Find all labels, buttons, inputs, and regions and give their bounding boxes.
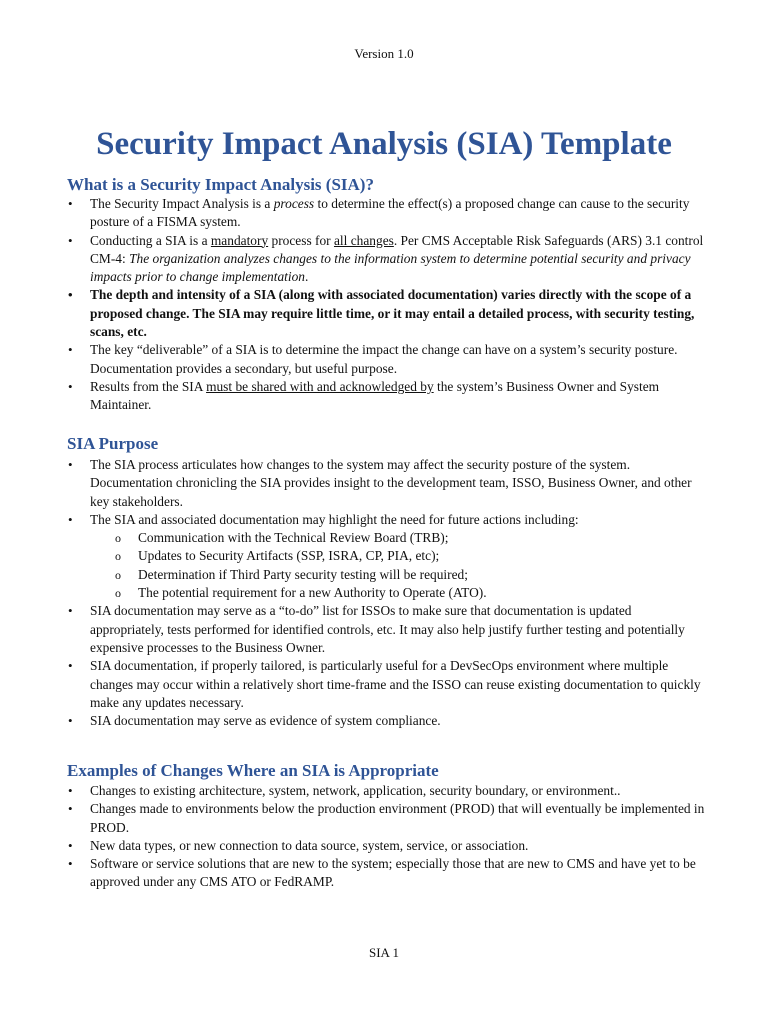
section-heading-what-is-sia: What is a Security Impact Analysis (SIA)? xyxy=(67,175,374,194)
list-item: • New data types, or new connection to data source, system, service, or association. xyxy=(67,837,707,855)
list-item: • Results from the SIA must be shared with and acknowledged by the system’s Business Owner and System Maintainer. xyxy=(67,378,707,415)
list-item: • The key “deliverable” of a SIA is to determine the impact the change can have on a system’s security posture. Documentation provides a secondary, but useful purpose. xyxy=(67,341,707,378)
sia-purpose-list xyxy=(67,456,707,730)
list-item: • Conducting a SIA is a mandatory process for all changes. Per CMS Acceptable Risk Safeguards (ARS) 3.1 control CM-4: The organization analyzes changes to the information system to determine potential security and privacy impacts prior to change implementation. xyxy=(67,232,707,287)
page-number-footer: SIA 1 xyxy=(369,945,399,960)
sublist-item: o Communication with the Technical Review Board (TRB); xyxy=(115,529,707,547)
sublist-item: o Updates to Security Artifacts (SSP, ISRA, CP, PIA, etc); xyxy=(115,547,707,565)
examples-list xyxy=(67,782,707,892)
section-heading-sia-purpose: SIA Purpose xyxy=(67,434,159,453)
section-heading-examples: Examples of Changes Where an SIA is Appropriate xyxy=(67,761,439,780)
version-header: Version 1.0 xyxy=(354,46,414,61)
list-item: • SIA documentation, if properly tailored, is particularly useful for a DevSecOps environment where multiple changes may occur within a relatively short time-frame and the ISSO can reuse existing documentation to quickly make any updates necessary. xyxy=(67,657,707,712)
list-item: • SIA documentation may serve as a “to-do” list for ISSOs to make sure that documentation is updated appropriately, tests performed for identified controls, etc. It may also help justify further testing and potentially expensive processes to the Business Owner. xyxy=(67,602,707,657)
list-item: • SIA documentation may serve as evidence of system compliance. xyxy=(67,712,707,730)
list-item: • Software or service solutions that are new to the system; especially those that are new to CMS and have yet to be approved under any CMS ATO or FedRAMP. xyxy=(67,855,707,892)
list-item: • Changes made to environments below the production environment (PROD) that will eventually be implemented in PROD. xyxy=(67,800,707,837)
list-item: • The depth and intensity of a SIA (along with associated documentation) varies directly with the scope of a proposed change. The SIA may require little time, or it may entail a detailed process, with security testing, scans, etc. xyxy=(67,286,707,341)
list-item: • The Security Impact Analysis is a process to determine the effect(s) a proposed change can cause to the security posture of a FISMA system. xyxy=(67,195,707,232)
what-is-sia-list xyxy=(67,195,707,415)
list-item: • The SIA process articulates how changes to the system may affect the security posture of the system. Documentation chronicling the SIA provides insight to the development team, ISSO, Business Owner, and other key stakeholders. xyxy=(67,456,707,511)
list-item: • The SIA and associated documentation may highlight the need for future actions including: o Communication with the Technical Review Board (TRB); o Updates to Security Artifacts (SSP, ISRA, CP, PIA, etc); o Determination if Third Party security testing will be required; o The potential requirement for a new Authority to Operate (ATO). xyxy=(67,511,707,602)
page-title: Security Impact Analysis (SIA) Template xyxy=(96,126,672,162)
future-actions-sublist xyxy=(90,529,707,602)
sublist-item: o Determination if Third Party security testing will be required; xyxy=(115,566,707,584)
list-item: • Changes to existing architecture, system, network, application, security boundary, or environment.. xyxy=(67,782,707,800)
sublist-item: o The potential requirement for a new Authority to Operate (ATO). xyxy=(115,584,707,602)
